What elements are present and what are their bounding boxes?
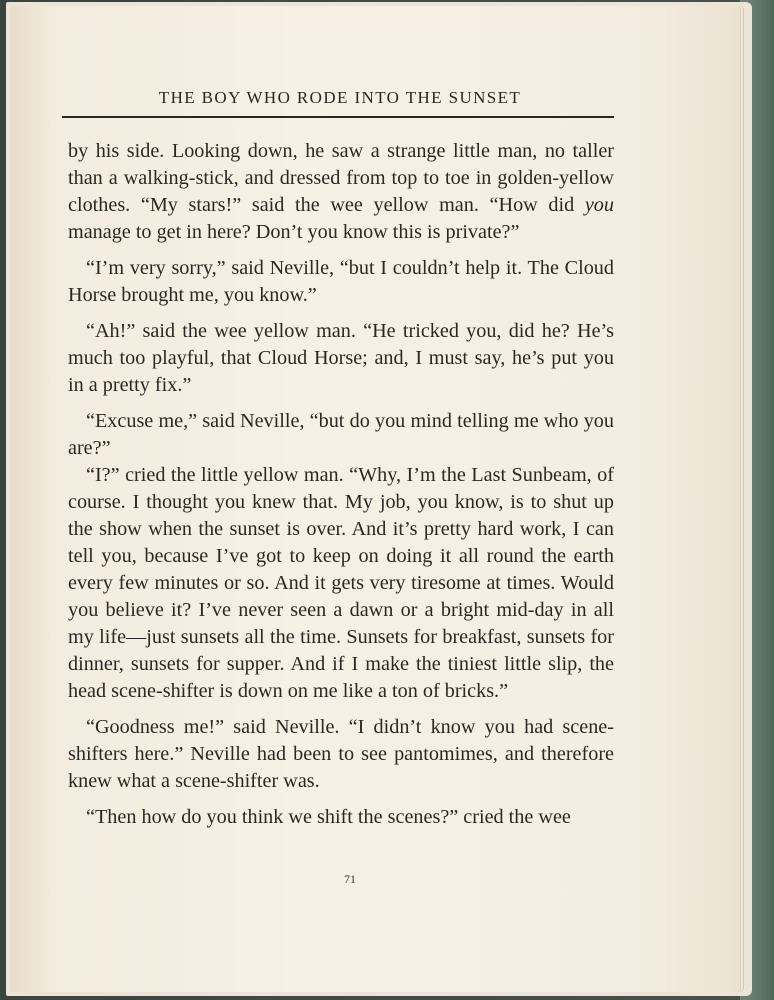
paragraph-1-text-after: manage to get in here? Don’t you know this is private?” <box>68 221 520 243</box>
paragraph-1 <box>68 138 614 246</box>
paragraph-3: “Ah!” said the wee yellow man. “He tricked you, did he? He’s much too playful, that Cloud Horse; and, I must say, he’s put you in a pretty fix.” <box>68 320 614 396</box>
paragraph-1-text-before: by his side. Looking down, he saw a strange little man, no taller than a walking-stick, and dressed from top to toe in golden-yellow clothes. “My stars!” said the wee yellow man. “How did <box>68 140 614 216</box>
running-head: THE BOY WHO RODE INTO THE SUNSET <box>158 88 522 107</box>
paragraph-1-emphasis: you <box>584 194 614 216</box>
body-text <box>68 138 614 831</box>
paragraph-7: “Then how do you think we shift the scenes?” cried the wee <box>86 806 571 828</box>
paragraph-2: “I’m very sorry,” said Neville, “but I couldn’t help it. The Cloud Horse brought me, you know.” <box>68 257 614 306</box>
paragraph-5: “I?” cried the little yellow man. “Why, I’m the Last Sunbeam, of course. I thought you knew that. My job, you know, is to shut up the show when the sunset is over. And it’s pretty hard work, I can tell you, because I’ve got to keep on doing it all round the earth every few minutes or so. And it gets very tiresome at times. Would you believe it? I’ve never seen a dawn or a bright mid-day in all my life—just sunsets all the time. Sunsets for breakfast, sunsets for dinner, sunsets for supper. And if I make the tiniest little slip, the head scene-shifter is down on me like a ton of bricks.” <box>68 464 614 702</box>
paragraph-4: “Excuse me,” said Neville, “but do you mind telling me who you are?” <box>68 410 614 459</box>
header-rule <box>62 116 614 118</box>
paragraph-6: “Goodness me!” said Neville. “I didn’t know you had scene-shifters here.” Neville had been to see pantomimes, and therefore knew what a scene-shifter was. <box>68 716 614 792</box>
page-number: 71 <box>344 872 356 886</box>
